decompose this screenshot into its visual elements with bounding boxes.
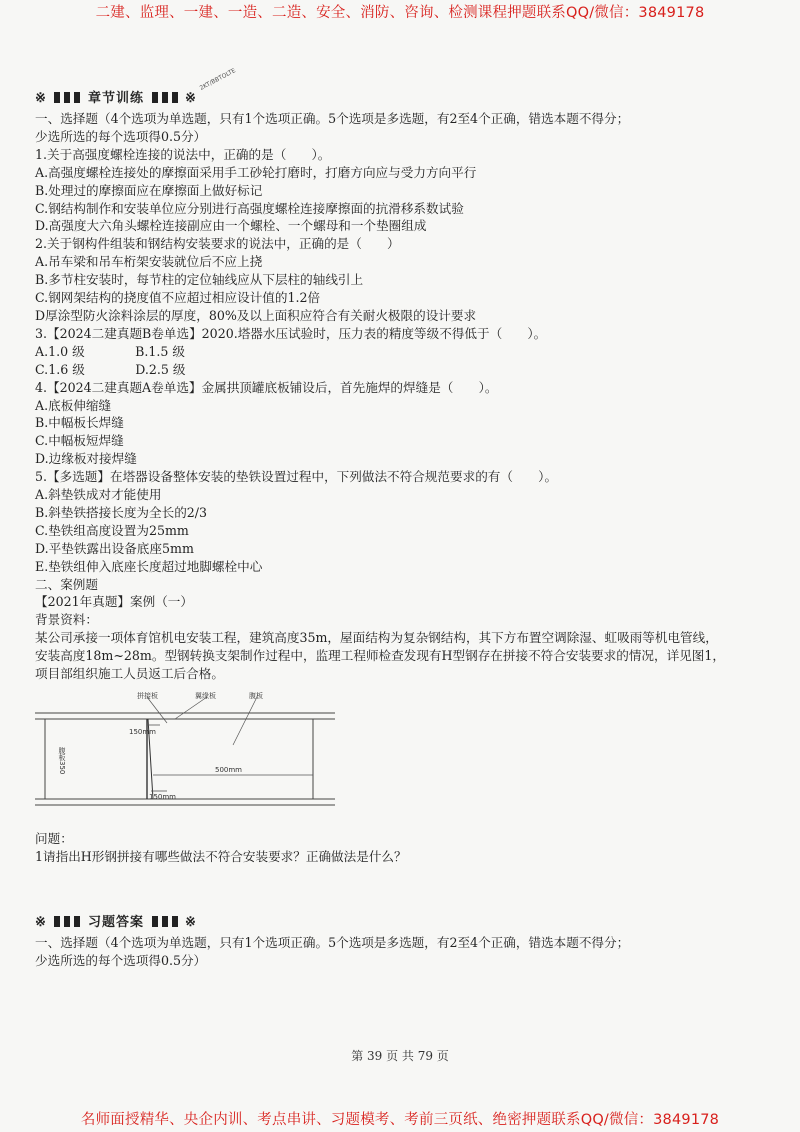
- text-line: E.垫铁组伸入底座长度超过地脚螺栓中心: [35, 558, 263, 574]
- text-line: 3.【2024二建真题B卷单选】2020.塔器水压试验时，压力表的精度等级不得低于（ ）。: [35, 325, 547, 341]
- section-heading-answers: [35, 912, 725, 934]
- redaction-block: [64, 92, 70, 103]
- text-line: 一、选择题（4个选项为单选题，只有1个选项正确。5个选项是多选题，有2至4个正确，错选本题不得分；: [35, 111, 630, 126]
- label-150mm-bottom: 150mm: [149, 793, 176, 801]
- section-heading-practice: [35, 88, 725, 110]
- page-number: 第 39 页 共 79 页: [351, 1049, 449, 1063]
- heading-prefix: ※: [35, 914, 47, 930]
- text-line: C.1.6 级 D.2.5 级: [35, 361, 186, 377]
- text-line: B.中幅板长焊缝: [35, 415, 124, 431]
- spacer: [35, 866, 725, 912]
- text-line: D厚涂型防火涂料涂层的厚度，80%及以上面积应符合有关耐火极限的设计要求: [35, 307, 477, 323]
- text-line: D.高强度大六角头螺栓连接副应由一个螺栓、一个螺母和一个垫圈组成: [35, 218, 427, 234]
- text-line: A.吊车梁和吊车桁架安装就位后不应上挠: [35, 254, 263, 270]
- redaction-block: [172, 92, 178, 103]
- question-1: 1请指出H形钢拼接有哪些做法不符合安装要求？正确做法是什么？: [35, 848, 407, 864]
- redaction-block: [54, 916, 60, 927]
- text-line: 4.【2024二建真题A卷单选】金属拱顶罐底板铺设后，首先施焊的焊缝是（ ）。: [35, 379, 498, 395]
- background-paragraph: 某公司承接一项体育馆机电安装工程，建筑高度35m，屋面结构为复杂钢结构，其下方布置空调除湿、虹吸雨等机电管线，安装高度18m~28m。型钢转换支架制作过程中，监理工程师检查发现有H型钢存在拼接不符合安装要求的情况，详见图1，项目部组织施工人员返工后合格。: [35, 630, 725, 682]
- redaction-block: [162, 916, 168, 927]
- question-label: 问题：: [35, 831, 73, 846]
- redaction-block: [74, 92, 80, 103]
- bottom-banner: 名师面授精华、央企内训、考点串讲、习题模考、考前三页纸、绝密押题联系QQ/微信：3849178: [80, 1112, 720, 1128]
- label-web-height: 腹板350: [58, 747, 66, 775]
- text-line: 1.关于高强度螺栓连接的说法中，正确的是（ ）。: [35, 146, 331, 162]
- heading-title: 习题答案: [87, 914, 144, 930]
- text-line: A.底板伸缩缝: [35, 397, 112, 413]
- text-line: 2.关于钢构件组装和钢结构安装要求的说法中，正确的是（ ）: [35, 236, 400, 252]
- redaction-block: [54, 92, 60, 103]
- text-line: B.处理过的摩擦面应在摩擦面上做好标记: [35, 182, 263, 198]
- text-line: C.钢网架结构的挠度值不应超过相应设计值的1.2倍: [35, 290, 321, 306]
- text-line: C.垫铁组高度设置为25mm: [35, 522, 189, 538]
- answer-intro-line: 少选所选的每个选项得0.5分）: [35, 952, 207, 968]
- heading-suffix: ※: [185, 914, 197, 930]
- heading-prefix: ※: [35, 91, 47, 106]
- redaction-block: [152, 92, 158, 103]
- text-line: D.平垫铁露出设备底座5mm: [35, 540, 194, 556]
- heading-title: 章节训练: [87, 91, 144, 106]
- text-line: B.斜垫铁搭接长度为全长的2/3: [35, 504, 208, 520]
- redaction-block: [162, 92, 168, 103]
- text-line: B.多节柱安装时，每节柱的定位轴线应从下层柱的轴线引上: [35, 272, 364, 288]
- label-150mm-top: 150mm: [129, 728, 156, 736]
- answer-intro-line: 一、选择题（4个选项为单选题，只有1个选项正确。5个选项是多选题，有2至4个正确，错选本题不得分；: [35, 934, 630, 950]
- h-steel-splice-figure: [35, 692, 335, 820]
- label-flange-plate: 翼缘板: [195, 692, 216, 700]
- text-line: 二、案例题: [35, 576, 98, 592]
- label-500mm: 500mm: [215, 766, 242, 774]
- text-line: 背景资料：: [35, 612, 98, 628]
- stamp-mark: 2KT/BBTOLTE: [198, 67, 237, 92]
- heading-suffix: ※: [185, 91, 197, 106]
- text-line: C.中幅板短焊缝: [35, 433, 124, 449]
- top-banner: 二建、监理、一建、一造、二造、安全、消防、咨询、检测课程押题联系QQ/微信：3849178: [95, 5, 705, 21]
- text-line: 少选所选的每个选项得0.5分）: [35, 128, 207, 144]
- text-line: D.边缘板对接焊缝: [35, 451, 137, 467]
- text-line: A.斜垫铁成对才能使用: [35, 487, 162, 503]
- text-line: 5.【多选题】在塔器设备整体安装的垫铁设置过程中，下列做法不符合规范要求的有（ ）。: [35, 469, 558, 485]
- page-content: [35, 88, 725, 970]
- question-list: [35, 110, 725, 629]
- h-steel-drawing: [35, 695, 335, 820]
- text-line: 【2021年真题】案例（一）: [35, 594, 193, 610]
- label-splice-plate: 拼接板: [137, 692, 158, 700]
- redaction-block: [152, 916, 158, 927]
- text-line: A.高强度螺栓连接处的摩擦面采用手工砂轮打磨时，打磨方向应与受力方向平行: [35, 164, 477, 180]
- label-web-plate: 腹板: [249, 692, 263, 700]
- text-line: A.1.0 级 B.1.5 级: [35, 343, 185, 359]
- redaction-block: [64, 916, 70, 927]
- redaction-block: [74, 916, 80, 927]
- text-line: C.钢结构制作和安装单位应分别进行高强度螺栓连接摩擦面的抗滑移系数试验: [35, 200, 464, 216]
- redaction-block: [172, 916, 178, 927]
